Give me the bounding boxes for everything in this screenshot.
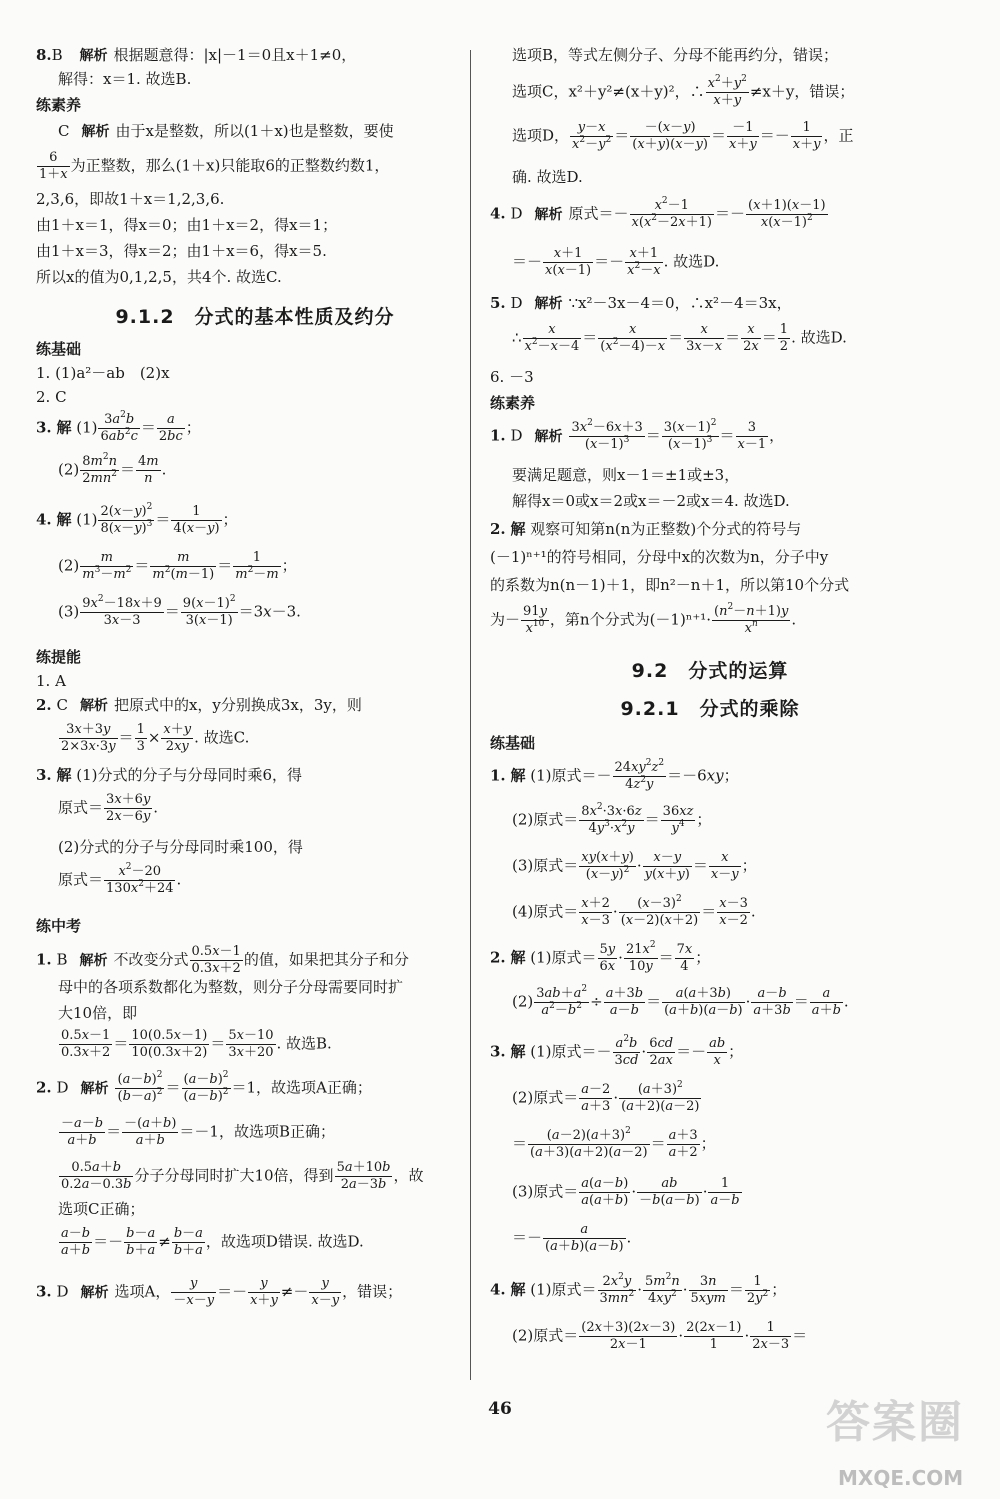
suyang-line3: 2,3,6，即故1＋x＝1,2,3,6. bbox=[36, 190, 225, 208]
zhongkao-q2-line5: $\frac{a-b}{a+b}$ ＝－ $\frac{b-a}{b+a}$ ≠ $\frac{b-a}{b+a}$ ，故选项D错误. 故选D. bbox=[61, 1226, 364, 1258]
r-jichu-q1-3: (3)原式＝ $\frac{xy(x+y)}{(x-y)^2}$ · $\frac{x-y}{y(x+y)}$ ＝ $\frac{x}{x-y}$ ； bbox=[512, 850, 757, 882]
page-number: 46 bbox=[488, 1399, 512, 1419]
suyang-line2: $\frac{6}{1+x}$ 为正整数，那么(1＋x)只能取6的正整数约数1， bbox=[39, 150, 390, 182]
section-lian-suyang: 练素养 bbox=[36, 96, 82, 114]
r-suyang-q2-line4: 为－ $\frac{91y}{x^{10}}$ ，第n个分式为(－1)ⁿ⁺¹· $\frac{(n^2-n+1)y}{x^n}$ . bbox=[490, 602, 797, 636]
heading-9-2: 9.2 分式的运算 bbox=[631, 660, 789, 682]
q8-line1: 8.B 解析 根据题意得：|x|－1＝0且x＋1≠0， bbox=[36, 46, 357, 64]
r-q4-line2: ＝－ $\frac{x+1}{x(x-1)}$ ＝－ $\frac{x+1}{x^2-x}$ . 故选D. bbox=[512, 246, 720, 278]
heading-9-2-1: 9.2.1 分式的乘除 bbox=[620, 698, 800, 720]
r-jichu-q3-3: ＝ $\frac{(a-2)(a+3)^2}{(a+3)(a+2)(a-2)}$ ＝ $\frac{a+3}{a+2}$ ； bbox=[512, 1126, 716, 1160]
zhongkao-q1-line2: 母中的各项系数都化为整数，则分子分母需要同时扩 bbox=[58, 978, 404, 996]
r-suyang-q1-line1: 1. D 解析 $\frac{3x^2-6x+3}{(x-1)^3}$ ＝ $\frac{3(x-1)^2}{(x-1)^3}$ ＝ $\frac{3}{x-1}$ ， bbox=[490, 418, 785, 452]
jichu-q4-2: (2) $\frac{m}{m^3-m^2}$ ＝ $\frac{m}{m^2(m-1)}$ ＝ $\frac{1}{m^2-m}$ ； bbox=[58, 550, 297, 582]
jichu-q3-2: (2) $\frac{8m^2n}{2mn^2}$ ＝ $\frac{4m}{n}$ . bbox=[58, 452, 167, 486]
r-q6: 6. －3 bbox=[490, 368, 534, 386]
watermark bbox=[808, 1397, 993, 1495]
r-q3-optionD: 选项D， $\frac{y-x}{x^2-y^2}$ ＝ $\frac{-(x-y)}{(x+y)(x-y)}$ ＝ $\frac{-1}{x+y}$ ＝－ $\frac{1}{x+y}$ ，正 bbox=[512, 120, 854, 152]
section-lian-tineng: 练提能 bbox=[36, 648, 82, 666]
watermark-site: MXQE.COM bbox=[838, 1466, 964, 1490]
r-jichu-q3-2: (2)原式＝ $\frac{a-2}{a+3}$ · $\frac{(a+3)^2}{(a+2)(a-2)}$ bbox=[512, 1080, 700, 1114]
r-section-lian-jichu: 练基础 bbox=[490, 734, 536, 752]
r-jichu-q1-2: (2)原式＝ $\frac{8x^2\cdot 3x\cdot 6z}{4y^3\cdot x^2y}$ ＝ $\frac{36xz}{y^4}$ ； bbox=[512, 802, 712, 836]
right-column bbox=[490, 46, 930, 1364]
jichu-q4-1: 4. 解 (1) $\frac{2(x-y)^2}{8(x-y)^3}$ ＝ $\frac{1}{4(x-y)}$ ； bbox=[36, 502, 238, 536]
zhongkao-q1-line3: 大10倍，即 bbox=[58, 1004, 138, 1022]
jichu-q1: 1. (1)a²－ab (2)x bbox=[36, 364, 170, 382]
section-lian-zhongkao: 练中考 bbox=[36, 917, 82, 935]
r-q5-line2: ∴ $\frac{x}{x^2-x-4}$ ＝ $\frac{x}{(x^2-4)-x}$ ＝ $\frac{x}{3x-x}$ ＝ $\frac{x}{2x}$ ＝ $\frac{1}{2}$ . 故选D. bbox=[512, 322, 847, 354]
jichu-q3-1: 3. 解 (1) $\frac{3a^2b}{6ab^2c}$ ＝ $\frac{a}{2bc}$ ； bbox=[36, 410, 201, 444]
r-jichu-q4-2: (2)原式＝ $\frac{(2x+3)(2x-3)}{2x-1}$ · $\frac{2(2x-1)}{1}$ · $\frac{1}{2x-3}$ ＝ bbox=[512, 1320, 808, 1352]
r-jichu-q1-4: (4)原式＝ $\frac{x+2}{x-3}$ · $\frac{(x-3)^2}{(x-2)(x+2)}$ ＝ $\frac{x-3}{x-2}$ . bbox=[512, 894, 756, 928]
r-q3-optionB: 选项B，等式左侧分子、分母不能再约分，错误； bbox=[512, 46, 839, 64]
zhongkao-q2-line2: $\frac{-a-b}{a+b}$ ＝ $\frac{-(a+b)}{a+b}$ ＝－1，故选项B正确； bbox=[61, 1116, 335, 1148]
zhongkao-q1-line4: $\frac{0.5x-1}{0.3x+2}$ ＝ $\frac{10(0.5x-1)}{10(0.3x+2)}$ ＝ $\frac{5x-10}{3x+20}$ . 故选B. bbox=[61, 1028, 332, 1060]
r-q4-line1: 4. D 解析 原式＝－ $\frac{x^2-1}{x(x^2-2x+1)}$ ＝－ $\frac{(x+1)(x-1)}{x(x-1)^2}$ bbox=[490, 196, 826, 230]
heading-9-1-2: 9.1.2 分式的基本性质及约分 bbox=[115, 306, 395, 328]
r-suyang-q2-line3: 的系数为n(n－1)＋1，即n²－n＋1，所以第10个分式 bbox=[490, 576, 850, 594]
tineng-q1: 1. A bbox=[36, 672, 66, 690]
r-q3-optionC: 选项C，x²＋y²≠(x＋y)²，∴ $\frac{x^2+y^2}{x+y}$ ≠x＋y，错误； bbox=[512, 74, 855, 108]
r-suyang-q1-line3: 解得x＝0或x＝2或x＝－2或x＝4. 故选D. bbox=[512, 492, 790, 510]
zhongkao-q2-line4: 选项C正确； bbox=[58, 1200, 145, 1218]
r-q3-end: 确. 故选D. bbox=[512, 168, 583, 186]
left-column bbox=[36, 46, 474, 1316]
watermark-logo: 答案圈 bbox=[826, 1397, 964, 1448]
r-suyang-q1-line2: 要满足题意，则x－1＝±1或±3， bbox=[512, 466, 740, 484]
r-suyang-q2-line1: 2. 解 观察可知第n(n为正整数)个分式的符号与 bbox=[490, 520, 802, 538]
r-jichu-q2-2: (2) $\frac{3ab+a^2}{a^2-b^2}$ ÷ $\frac{a+3b}{a-b}$ ＝ $\frac{a(a+3b)}{(a+b)(a-b)}$ · $\frac{a-b}{a+3b}$ ＝ $\frac{a}{a+b}$ . bbox=[512, 984, 849, 1018]
r-jichu-q4-1: 4. 解 (1)原式＝ $\frac{2x^2y}{3mn^2}$ · $\frac{5m^2n}{4xy^2}$ · 3n 5xym ＝ $\frac{1}{2y^2}$ ； bbox=[490, 1272, 787, 1306]
tineng-q2-line1: 2. C 解析 把原式中的x，y分别换成3x，3y，则 bbox=[36, 696, 362, 714]
r-jichu-q3-1: 3. 解 (1)原式＝－ $\frac{a^2b}{3cd}$ · $\frac{6cd}{2ax}$ ＝－ $\frac{ab}{x}$ ； bbox=[490, 1034, 744, 1068]
r-jichu-q3-5: ＝－ $\frac{a}{(a+b)(a-b)}$ . bbox=[512, 1222, 632, 1254]
zhongkao-q1-line1: 1. B 解析 不改变分式 $\frac{0.5x-1}{0.3x+2}$ 的值，如果把其分子和分 bbox=[36, 944, 409, 976]
tineng-q3-line4: 原式＝ $\frac{x^2-20}{130x^2+24}$ . bbox=[58, 862, 182, 896]
r-section-lian-suyang: 练素养 bbox=[490, 394, 536, 412]
zhongkao-q3-line1: 3. D 解析 选项A， $\frac{y}{-x-y}$ ＝－ $\frac{y}{x+y}$ ≠－ $\frac{y}{x-y}$ ，错误； bbox=[36, 1276, 403, 1308]
jichu-q2: 2. C bbox=[36, 388, 67, 406]
fraction: $\frac{6}{1+x}$ bbox=[39, 150, 68, 182]
r-q5-line1: 5. D 解析 ∵x²－3x－4＝0，∴x²－4＝3x， bbox=[490, 294, 792, 312]
r-suyang-q2-line2: (－1)ⁿ⁺¹的符号相同，分母中x的次数为n，分子中y bbox=[490, 548, 829, 566]
suyang-line6: 所以x的值为0,1,2,5，共4个. 故选C. bbox=[36, 268, 282, 286]
r-jichu-q1-1: 1. 解 (1)原式＝－ $\frac{24xy^2z^2}{4z^2y}$ ＝－6xy； bbox=[490, 758, 739, 792]
q8-line2: 解得：x＝1. 故选B. bbox=[58, 70, 192, 88]
tineng-q3-line1: 3. 解 (1)分式的分子与分母同时乘6，得 bbox=[36, 766, 303, 784]
suyang-line4: 由1＋x＝1，得x＝0；由1＋x＝2，得x＝1； bbox=[36, 216, 338, 234]
section-lian-jichu: 练基础 bbox=[36, 340, 82, 358]
tineng-q3-line3: (2)分式的分子与分母同时乘100，得 bbox=[58, 838, 303, 856]
tineng-q2-line2: $\frac{3x+3y}{2\times 3x\cdot 3y}$ ＝ $\frac{1}{3}$ × $\frac{x+y}{2xy}$ . 故选C. bbox=[61, 722, 250, 754]
suyang-line5: 由1＋x＝3，得x＝2；由1＋x＝6，得x＝5. bbox=[36, 242, 327, 260]
r-jichu-q3-4: (3)原式＝ $\frac{a(a-b)}{a(a+b)}$ · $\frac{ab}{-b(a-b)}$ · $\frac{1}{a-b}$ bbox=[512, 1176, 740, 1208]
jichu-q4-3: (3) $\frac{9x^2-18x+9}{3x-3}$ ＝ $\frac{9(x-1)^2}{3(x-1)}$ ＝3x－3. bbox=[58, 594, 301, 628]
zhongkao-q2-line1: 2. D 解析 $\frac{(a-b)^2}{(b-a)^2}$ ＝ $\frac{(a-b)^2}{(a-b)^2}$ ＝1，故选项A正确； bbox=[36, 1070, 372, 1104]
suyang-line1: C 解析 由于x是整数，所以(1＋x)也是整数，要使 bbox=[58, 122, 394, 140]
r-jichu-q2-1: 2. 解 (1)原式＝ $\frac{5y}{6x}$ · $\frac{21x^2}{10y}$ ＝ $\frac{7x}{4}$ ； bbox=[490, 940, 711, 974]
zhongkao-q2-line3: $\frac{0.5a+b}{0.2a-0.3b}$ 分子分母同时扩大10倍，得到 $\frac{5a+10b}{2a-3b}$ ，故 bbox=[61, 1160, 424, 1192]
tineng-q3-line2: 原式＝ $\frac{3x+6y}{2x-6y}$ . bbox=[58, 792, 159, 824]
